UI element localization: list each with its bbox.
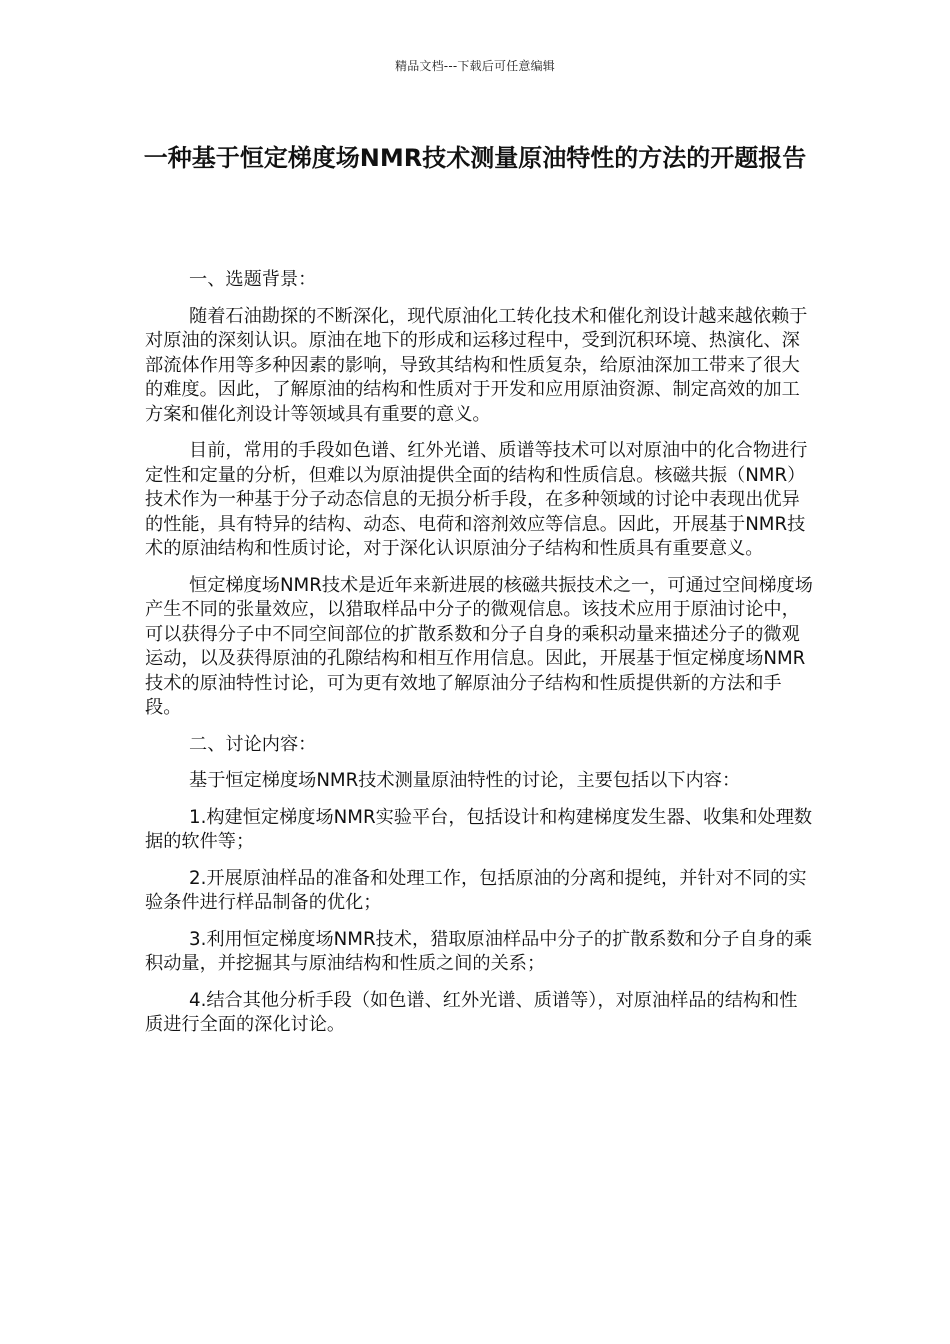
document-title: 一种基于恒定梯度场NMR技术测量原油特性的方法的开题报告 [143,144,807,172]
section-heading-background: 一、选题背景： [189,269,317,290]
header-note: 精品文档---下载后可任意编辑 [395,59,555,73]
content-item-4: 4.结合其他分析手段（如色谱、红外光谱、质谱等），对原油样品的结构和性质进行全面的深化讨论。 [145,989,798,1035]
content-item-2: 2.开展原油样品的准备和处理工作，包括原油的分离和提纯，并针对不同的实验条件进行样品制备的优化； [145,867,807,913]
document-body [145,268,813,1050]
content-intro: 基于恒定梯度场NMR技术测量原油特性的讨论，主要包括以下内容： [189,770,741,791]
background-paragraph-2: 目前，常用的手段如色谱、红外光谱、质谱等技术可以对原油中的化合物进行定性和定量的分析，但难以为原油提供全面的结构和性质信息。核磁共振（NMR）技术作为一种基于分子动态信息的无损分析手段，在多种领域的讨论中表现出优异的性能，具有特异的结构、动态、电荷和溶剂效应等信息。因此，开展基于NMR技术的原油结构和性质讨论，对于深化认识原油分子结构和性质具有重要意义。 [145,440,808,559]
content-item-3: 3.利用恒定梯度场NMR技术，猎取原油样品中分子的扩散系数和分子自身的乘积动量，并挖掘其与原油结构和性质之间的关系； [145,928,813,974]
background-paragraph-1: 随着石油勘探的不断深化，现代原油化工转化技术和催化剂设计越来越依赖于对原油的深刻认识。原油在地下的形成和运移过程中，受到沉积环境、热演化、深部流体作用等多种因素的影响，导致其结构和性质复杂，给原油深加工带来了很大的难度。因此，了解原油的结构和性质对于开发和应用原油资源、制定高效的加工方案和催化剂设计等领域具有重要的意义。 [145,305,808,425]
section-heading-content: 二、讨论内容： [189,733,317,755]
background-paragraph-3: 恒定梯度场NMR技术是近年来新进展的核磁共振技术之一，可通过空间梯度场产生不同的张量效应，以猎取样品中分子的微观信息。该技术应用于原油讨论中，可以获得分子中不同空间部位的扩散系数和分子自身的乘积动量来描述分子的微观运动，以及获得原油的孔隙结构和相互作用信息。因此，开展基于恒定梯度场NMR技术的原油特性讨论，可为更有效地了解原油分子结构和性质提供新的方法和手段。 [145,574,813,718]
content-item-1: 1.构建恒定梯度场NMR实验平台，包括设计和构建梯度发生器、收集和处理数据的软件等； [145,806,813,852]
